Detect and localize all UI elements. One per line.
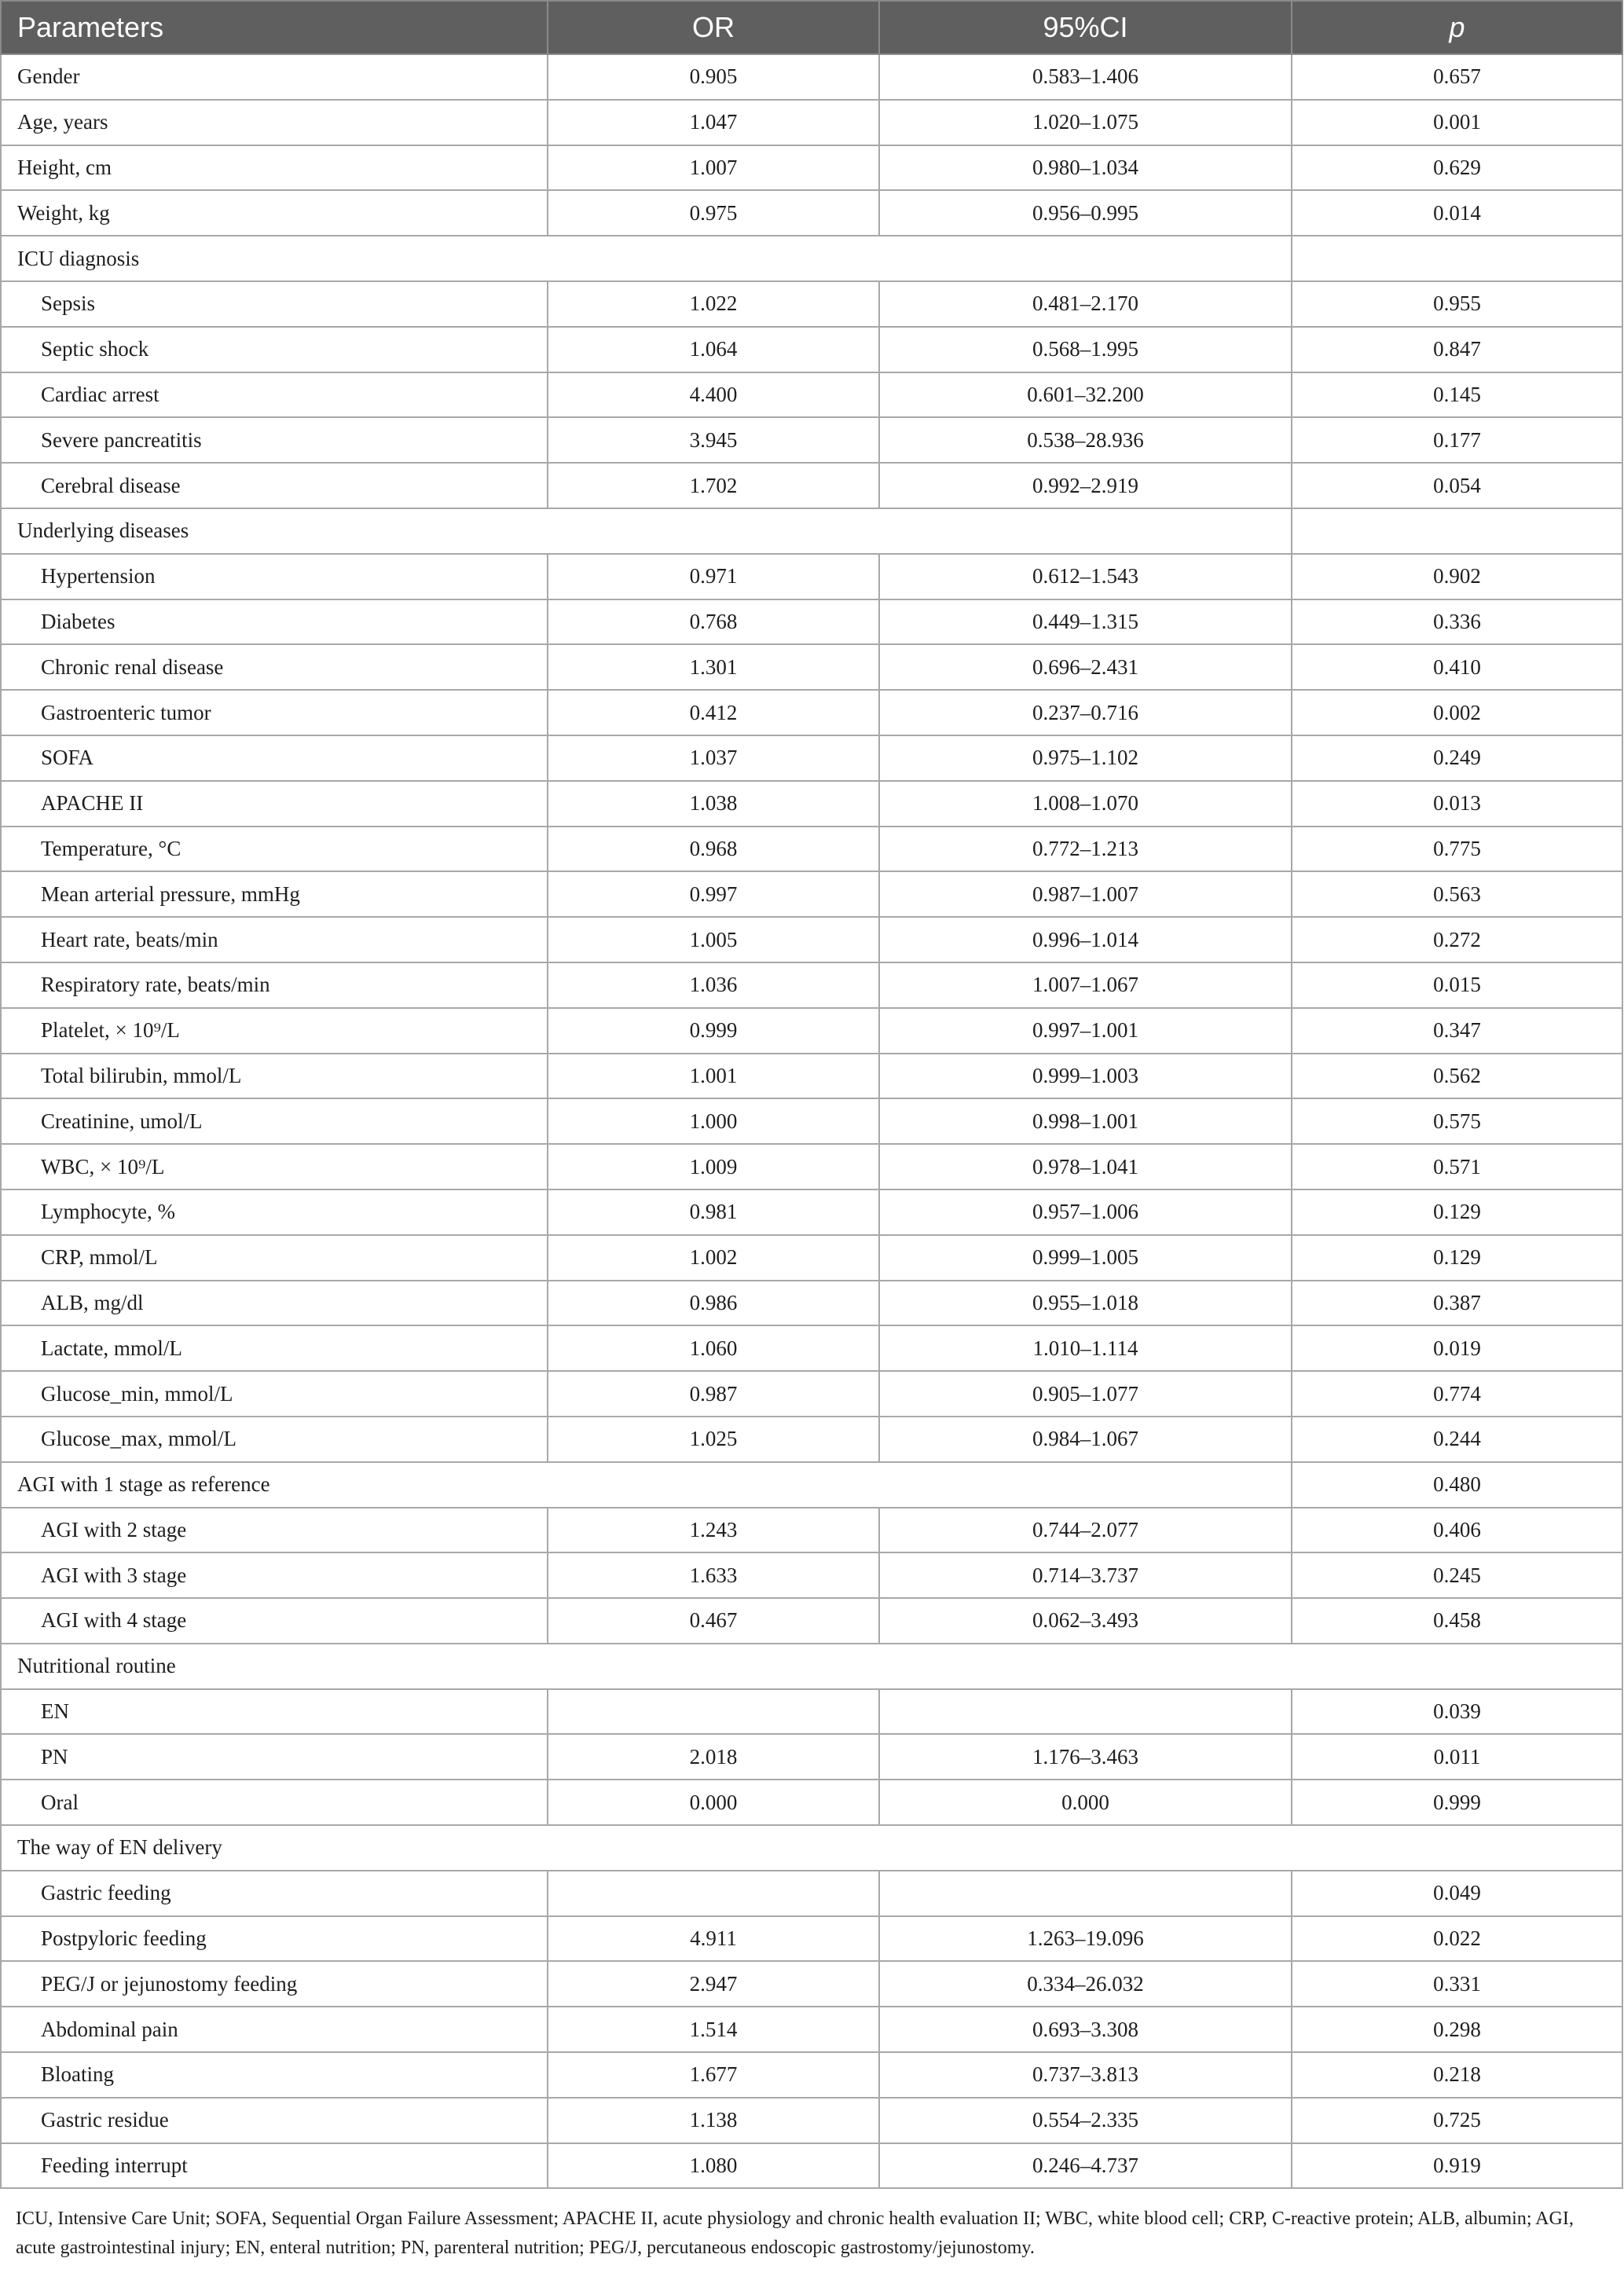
row-p-value: 0.336 <box>1292 599 1622 645</box>
row-ci: 0.538–28.936 <box>879 417 1292 463</box>
row-p-value: 0.571 <box>1292 1144 1622 1189</box>
row-or: 0.412 <box>548 690 879 735</box>
table-row <box>1 1961 1622 2007</box>
table-row <box>1 1008 1622 1054</box>
table-row <box>1 644 1622 690</box>
table-row <box>1 190 1622 236</box>
table-row <box>1 2052 1622 2098</box>
row-or: 1.009 <box>548 1144 879 1189</box>
row-p-value <box>1292 236 1622 281</box>
table-row <box>1 54 1622 100</box>
row-parameter: ICU diagnosis <box>1 236 1292 281</box>
row-ci: 0.999–1.005 <box>879 1235 1292 1281</box>
row-ci: 0.999–1.003 <box>879 1054 1292 1099</box>
row-parameter: AGI with 4 stage <box>1 1598 548 1644</box>
row-ci: 0.062–3.493 <box>879 1598 1292 1644</box>
table-section-row <box>1 508 1622 554</box>
row-or: 0.986 <box>548 1281 879 1326</box>
row-ci: 0.583–1.406 <box>879 54 1292 100</box>
row-ci: 0.601–32.200 <box>879 372 1292 418</box>
row-ci: 0.905–1.077 <box>879 1371 1292 1417</box>
row-parameter: Septic shock <box>1 327 548 372</box>
table-row <box>1 1734 1622 1780</box>
row-parameter: Total bilirubin, mmol/L <box>1 1054 548 1099</box>
row-p-value: 0.019 <box>1292 1325 1622 1371</box>
table-row <box>1 1508 1622 1553</box>
row-p-value: 0.387 <box>1292 1281 1622 1326</box>
table-row <box>1 599 1622 645</box>
row-parameter: Height, cm <box>1 145 548 191</box>
table-row <box>1 1552 1622 1598</box>
row-p-value: 0.039 <box>1292 1689 1622 1735</box>
row-ci: 0.744–2.077 <box>879 1508 1292 1553</box>
row-ci: 1.007–1.067 <box>879 962 1292 1008</box>
row-ci: 1.263–19.096 <box>879 1916 1292 1962</box>
row-or: 1.047 <box>548 100 879 145</box>
table-row <box>1 2098 1622 2143</box>
row-p-value: 0.054 <box>1292 463 1622 508</box>
row-parameter: Hypertension <box>1 554 548 599</box>
row-or: 1.514 <box>548 2007 879 2052</box>
row-ci: 0.956–0.995 <box>879 190 1292 236</box>
table-row <box>1 1325 1622 1371</box>
table-row <box>1 1189 1622 1235</box>
row-p-value: 0.999 <box>1292 1780 1622 1825</box>
row-p-value: 0.145 <box>1292 372 1622 418</box>
row-ci: 0.696–2.431 <box>879 644 1292 690</box>
table-row <box>1 1689 1622 1735</box>
row-p-value: 0.129 <box>1292 1189 1622 1235</box>
row-parameter: Age, years <box>1 100 548 145</box>
row-parameter: Respiratory rate, beats/min <box>1 962 548 1008</box>
row-p-value: 0.022 <box>1292 1916 1622 1962</box>
row-parameter: PEG/J or jejunostomy feeding <box>1 1961 548 2007</box>
row-parameter: AGI with 1 stage as reference <box>1 1462 1292 1508</box>
table-row <box>1 1371 1622 1417</box>
table-section-row <box>1 1644 1622 1689</box>
row-ci: 0.554–2.335 <box>879 2098 1292 2143</box>
row-p-value: 0.562 <box>1292 1054 1622 1099</box>
row-or: 1.037 <box>548 735 879 781</box>
row-parameter: Severe pancreatitis <box>1 417 548 463</box>
row-ci: 0.955–1.018 <box>879 1281 1292 1326</box>
row-ci: 0.980–1.034 <box>879 145 1292 191</box>
row-or <box>548 1871 879 1916</box>
row-parameter: Mean arterial pressure, mmHg <box>1 871 548 917</box>
row-or: 1.002 <box>548 1235 879 1281</box>
row-p-value: 0.002 <box>1292 690 1622 735</box>
row-or: 1.000 <box>548 1098 879 1144</box>
row-parameter: Abdominal pain <box>1 2007 548 2052</box>
row-or <box>548 1689 879 1735</box>
row-or: 1.677 <box>548 2052 879 2098</box>
row-ci: 0.449–1.315 <box>879 599 1292 645</box>
row-parameter: AGI with 3 stage <box>1 1552 548 1598</box>
row-parameter: Gender <box>1 54 548 100</box>
table-row <box>1 827 1622 872</box>
table-row <box>1 735 1622 781</box>
table-section-row <box>1 236 1622 281</box>
row-p-value: 0.410 <box>1292 644 1622 690</box>
table-row <box>1 554 1622 599</box>
table-row <box>1 1916 1622 1962</box>
row-parameter: CRP, mmol/L <box>1 1235 548 1281</box>
row-parameter: Temperature, °C <box>1 827 548 872</box>
row-p-value: 0.015 <box>1292 962 1622 1008</box>
table-row <box>1 1871 1622 1916</box>
row-parameter: APACHE II <box>1 781 548 827</box>
row-ci: 0.568–1.995 <box>879 327 1292 372</box>
row-or: 0.997 <box>548 871 879 917</box>
row-ci: 0.772–1.213 <box>879 827 1292 872</box>
row-parameter: Lactate, mmol/L <box>1 1325 548 1371</box>
row-parameter: Sepsis <box>1 281 548 327</box>
row-ci: 0.693–3.308 <box>879 2007 1292 2052</box>
table-section-row <box>1 1825 1622 1871</box>
row-parameter: PN <box>1 1734 548 1780</box>
row-parameter: Platelet, × 10⁹/L <box>1 1008 548 1054</box>
row-or: 2.018 <box>548 1734 879 1780</box>
row-parameter: Heart rate, beats/min <box>1 917 548 962</box>
header-p: p <box>1292 1 1622 54</box>
row-or: 1.007 <box>548 145 879 191</box>
row-ci: 0.246–4.737 <box>879 2143 1292 2189</box>
row-parameter: Underlying diseases <box>1 508 1292 554</box>
row-ci <box>879 1871 1292 1916</box>
row-p-value <box>1292 508 1622 554</box>
row-or: 1.243 <box>548 1508 879 1553</box>
table-row <box>1 1281 1622 1326</box>
row-ci: 1.176–3.463 <box>879 1734 1292 1780</box>
row-or: 0.981 <box>548 1189 879 1235</box>
row-ci: 0.992–2.919 <box>879 463 1292 508</box>
row-or: 0.768 <box>548 599 879 645</box>
row-or: 1.138 <box>548 2098 879 2143</box>
row-p-value: 0.902 <box>1292 554 1622 599</box>
row-ci: 0.978–1.041 <box>879 1144 1292 1189</box>
row-or: 0.971 <box>548 554 879 599</box>
table-row <box>1 871 1622 917</box>
table-row <box>1 1598 1622 1644</box>
table-row <box>1 372 1622 418</box>
row-parameter: Gastroenteric tumor <box>1 690 548 735</box>
row-parameter: EN <box>1 1689 548 1735</box>
row-p-value: 0.129 <box>1292 1235 1622 1281</box>
header-or: OR <box>548 1 879 54</box>
row-p-value: 0.575 <box>1292 1098 1622 1144</box>
row-p-value: 0.244 <box>1292 1417 1622 1462</box>
row-parameter: Creatinine, umol/L <box>1 1098 548 1144</box>
row-p-value: 0.847 <box>1292 327 1622 372</box>
row-parameter: SOFA <box>1 735 548 781</box>
row-or: 0.999 <box>548 1008 879 1054</box>
row-or: 1.080 <box>548 2143 879 2189</box>
row-parameter: The way of EN delivery <box>1 1825 1622 1871</box>
row-ci: 0.998–1.001 <box>879 1098 1292 1144</box>
row-parameter: Gastric feeding <box>1 1871 548 1916</box>
table-row <box>1 1054 1622 1099</box>
table-row <box>1 962 1622 1008</box>
header-parameters: Parameters <box>1 1 548 54</box>
row-parameter: ALB, mg/dl <box>1 1281 548 1326</box>
row-or: 0.000 <box>548 1780 879 1825</box>
row-parameter: Glucose_max, mmol/L <box>1 1417 548 1462</box>
row-ci: 1.020–1.075 <box>879 100 1292 145</box>
row-parameter: Gastric residue <box>1 2098 548 2143</box>
row-or: 1.038 <box>548 781 879 827</box>
table-header <box>1 1 1622 54</box>
row-p-value: 0.298 <box>1292 2007 1622 2052</box>
row-or: 1.001 <box>548 1054 879 1099</box>
row-parameter: Postpyloric feeding <box>1 1916 548 1962</box>
row-parameter: AGI with 2 stage <box>1 1508 548 1553</box>
row-or: 1.060 <box>548 1325 879 1371</box>
row-or: 1.702 <box>548 463 879 508</box>
row-ci: 0.957–1.006 <box>879 1189 1292 1235</box>
row-ci: 1.008–1.070 <box>879 781 1292 827</box>
row-p-value: 0.177 <box>1292 417 1622 463</box>
row-p-value: 0.480 <box>1292 1462 1622 1508</box>
row-parameter: Weight, kg <box>1 190 548 236</box>
row-or: 1.022 <box>548 281 879 327</box>
row-ci: 0.000 <box>879 1780 1292 1825</box>
row-or: 1.036 <box>548 962 879 1008</box>
table-row <box>1 917 1622 962</box>
row-p-value: 0.218 <box>1292 2052 1622 2098</box>
row-parameter: Cerebral disease <box>1 463 548 508</box>
row-p-value: 0.347 <box>1292 1008 1622 1054</box>
table-row <box>1 145 1622 191</box>
row-p-value: 0.011 <box>1292 1734 1622 1780</box>
row-ci: 0.997–1.001 <box>879 1008 1292 1054</box>
row-or: 1.633 <box>548 1552 879 1598</box>
row-ci: 0.975–1.102 <box>879 735 1292 781</box>
row-p-value: 0.249 <box>1292 735 1622 781</box>
row-ci: 0.987–1.007 <box>879 871 1292 917</box>
row-ci: 0.996–1.014 <box>879 917 1292 962</box>
row-or: 0.975 <box>548 190 879 236</box>
row-or: 1.301 <box>548 644 879 690</box>
row-p-value: 0.458 <box>1292 1598 1622 1644</box>
row-parameter: Nutritional routine <box>1 1644 1622 1689</box>
table-footnote: ICU, Intensive Care Unit; SOFA, Sequential Organ Failure Assessment; APACHE II, acute physiology and chronic health evaluation II; WBC, white blood cell; CRP, C-reactive protein; ALB, albumin; AGI, acute gastrointestinal injury; EN, enteral nutrition; PN, parenteral nutrition; PEG/J, percutaneous endoscopic gastrostomy/jejunostomy. <box>16 2209 1574 2258</box>
row-parameter: Glucose_min, mmol/L <box>1 1371 548 1417</box>
table-row <box>1 1235 1622 1281</box>
row-or: 0.968 <box>548 827 879 872</box>
table-body <box>1 54 1622 2188</box>
row-p-value: 0.245 <box>1292 1552 1622 1598</box>
row-parameter: Feeding interrupt <box>1 2143 548 2189</box>
row-p-value: 0.406 <box>1292 1508 1622 1553</box>
row-p-value: 0.014 <box>1292 190 1622 236</box>
row-ci: 1.010–1.114 <box>879 1325 1292 1371</box>
row-ci: 0.714–3.737 <box>879 1552 1292 1598</box>
row-parameter: Chronic renal disease <box>1 644 548 690</box>
row-or: 0.905 <box>548 54 879 100</box>
header-ci: 95%CI <box>879 1 1292 54</box>
row-p-value: 0.563 <box>1292 871 1622 917</box>
row-or: 2.947 <box>548 1961 879 2007</box>
row-p-value: 0.272 <box>1292 917 1622 962</box>
row-or: 1.005 <box>548 917 879 962</box>
row-parameter: Diabetes <box>1 599 548 645</box>
row-ci <box>879 1689 1292 1735</box>
row-p-value: 0.774 <box>1292 1371 1622 1417</box>
row-ci: 0.984–1.067 <box>879 1417 1292 1462</box>
table-row <box>1 690 1622 735</box>
row-p-value: 0.629 <box>1292 145 1622 191</box>
row-ci: 0.237–0.716 <box>879 690 1292 735</box>
row-or: 1.064 <box>548 327 879 372</box>
row-or: 3.945 <box>548 417 879 463</box>
table-section-row <box>1 1462 1622 1508</box>
header-row <box>1 1 1622 54</box>
table-row <box>1 1780 1622 1825</box>
row-or: 4.911 <box>548 1916 879 1962</box>
row-or: 0.467 <box>548 1598 879 1644</box>
row-p-value: 0.657 <box>1292 54 1622 100</box>
row-p-value: 0.049 <box>1292 1871 1622 1916</box>
table-row <box>1 1144 1622 1189</box>
row-p-value: 0.725 <box>1292 2098 1622 2143</box>
row-p-value: 0.001 <box>1292 100 1622 145</box>
table-row <box>1 417 1622 463</box>
table-row <box>1 1098 1622 1144</box>
table-row <box>1 463 1622 508</box>
row-parameter: Oral <box>1 1780 548 1825</box>
row-parameter: Bloating <box>1 2052 548 2098</box>
row-p-value: 0.775 <box>1292 827 1622 872</box>
row-ci: 0.481–2.170 <box>879 281 1292 327</box>
row-or: 1.025 <box>548 1417 879 1462</box>
row-p-value: 0.919 <box>1292 2143 1622 2189</box>
row-or: 0.987 <box>548 1371 879 1417</box>
table-row <box>1 781 1622 827</box>
row-parameter: WBC, × 10⁹/L <box>1 1144 548 1189</box>
row-p-value: 0.955 <box>1292 281 1622 327</box>
row-or: 4.400 <box>548 372 879 418</box>
row-p-value: 0.013 <box>1292 781 1622 827</box>
table-row <box>1 281 1622 327</box>
row-ci: 0.737–3.813 <box>879 2052 1292 2098</box>
row-p-value: 0.331 <box>1292 1961 1622 2007</box>
table-row <box>1 100 1622 145</box>
table-row <box>1 2007 1622 2052</box>
row-parameter: Cardiac arrest <box>1 372 548 418</box>
row-parameter: Lymphocyte, % <box>1 1189 548 1235</box>
row-ci: 0.612–1.543 <box>879 554 1292 599</box>
table-row <box>1 2143 1622 2189</box>
row-ci: 0.334–26.032 <box>879 1961 1292 2007</box>
table-row <box>1 327 1622 372</box>
table-row <box>1 1417 1622 1462</box>
